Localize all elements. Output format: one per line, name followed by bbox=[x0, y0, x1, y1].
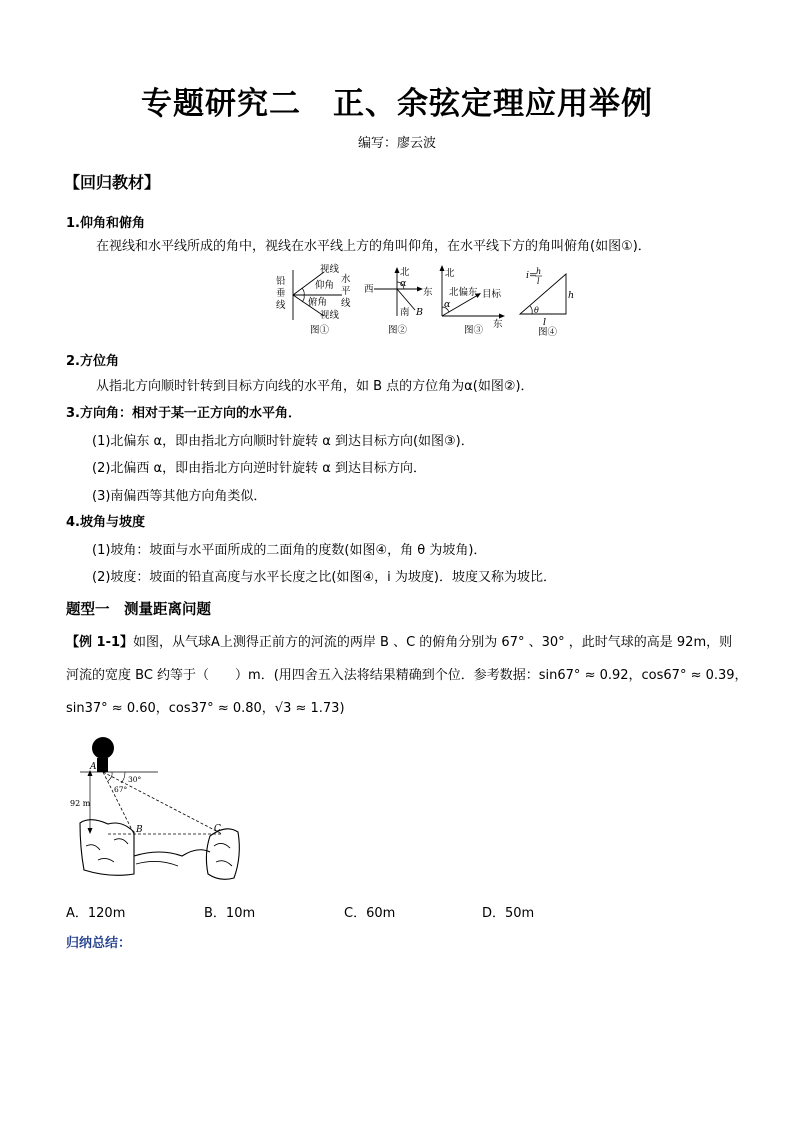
fig3-ne: 北偏东 bbox=[449, 287, 478, 298]
point-a-label: A bbox=[90, 762, 97, 772]
example-label: 【例 1-1】 bbox=[66, 635, 134, 650]
example-line-2: 河流的宽度 BC 约等于（ ）m．(用四舍五入法将结果精确到个位．参考数据：sin67° ≈ 0.92，cos67° ≈ 0.39， bbox=[66, 668, 748, 683]
figure-4 bbox=[520, 267, 574, 338]
section-title: 【回归教材】 bbox=[64, 173, 161, 192]
fig1-depression: 俯角 bbox=[308, 297, 328, 308]
paragraph-slope-2: (2)坡度：坡面的铅直高度与水平长度之比(如图④，i 为坡度)．坡度又称为坡比． bbox=[92, 570, 556, 585]
fig4-l: l bbox=[543, 317, 547, 328]
fig4-h-num: h bbox=[536, 267, 542, 276]
figure-2 bbox=[364, 266, 433, 336]
fig1-horizontal-2: 平 bbox=[341, 286, 351, 297]
paragraph-direction-3: (3)南偏西等其他方向角类似． bbox=[92, 489, 267, 504]
fig1-caption: 图① bbox=[310, 325, 330, 336]
option-d[interactable]: D．50m bbox=[482, 906, 535, 921]
paragraph-elevation: 在视线和水平线所成的角中，视线在水平线上方的角叫仰角，在水平线下方的角叫俯角(如图①)． bbox=[96, 239, 651, 254]
example-text-1: 如图，从气球A上测得正前方的河流的两岸 B 、C 的俯角分别为 67° 、30° ，此时气球的高是 92m，则 bbox=[133, 635, 733, 650]
fig2-alpha: α bbox=[400, 278, 407, 289]
example-line-1 bbox=[66, 631, 732, 650]
point-c-label: C bbox=[214, 824, 221, 834]
fig3-north: 北 bbox=[445, 268, 455, 279]
figure-1 bbox=[276, 263, 351, 336]
angle-67-label: 67° bbox=[114, 785, 128, 794]
balloon-river-figure bbox=[70, 728, 250, 888]
fig4-h: h bbox=[568, 290, 575, 301]
option-a[interactable]: A．120m bbox=[66, 906, 126, 921]
fig4-i-eq: i= bbox=[526, 270, 537, 281]
paragraph-direction-1: (1)北偏东 α，即由指北方向顺时针旋转 α 到达目标方向(如图③)． bbox=[92, 434, 474, 449]
fig1-sight-down: 视线 bbox=[320, 310, 340, 321]
fig1-sight-up: 视线 bbox=[320, 264, 340, 275]
option-c[interactable]: C．60m bbox=[344, 906, 396, 921]
paragraph-direction-2: (2)北偏西 α，即由指北方向逆时针旋转 α 到达目标方向． bbox=[92, 461, 426, 476]
fig2-east: 东 bbox=[423, 287, 433, 298]
fig4-l-den: l bbox=[537, 277, 540, 286]
heading-slope: 4.坡角与坡度 bbox=[66, 515, 145, 530]
fig3-alpha: α bbox=[444, 299, 451, 310]
fig2-caption: 图② bbox=[388, 325, 408, 336]
option-b[interactable]: B．10m bbox=[204, 906, 256, 921]
paragraph-slope-1: (1)坡角：坡面与水平面所成的二面角的度数(如图④，角 θ 为坡角)． bbox=[92, 543, 487, 558]
figure-3 bbox=[440, 265, 506, 336]
fig2-north: 北 bbox=[400, 267, 410, 278]
fig2-point-b: B bbox=[416, 307, 423, 318]
summary-label: 归纳总结： bbox=[66, 936, 132, 951]
author-line: 编写：廖云波 bbox=[357, 136, 436, 151]
fig2-west: 西 bbox=[364, 284, 374, 295]
fig1-vertical-label-2: 垂 bbox=[276, 288, 286, 299]
fig3-caption: 图③ bbox=[464, 325, 484, 336]
fig1-elevation: 仰角 bbox=[315, 280, 335, 291]
fig2-south: 南 bbox=[400, 307, 410, 318]
fig1-vertical-label-3: 线 bbox=[276, 300, 286, 311]
point-b-label: B bbox=[136, 825, 143, 835]
example-line-3: sin37° ≈ 0.60，cos37° ≈ 0.80，√3 ≈ 1.73) bbox=[66, 701, 345, 716]
heading-bearing: 2.方位角 bbox=[66, 354, 119, 369]
height-label: 92 m bbox=[70, 799, 91, 808]
fig1-vertical-label-1: 铅 bbox=[276, 276, 286, 287]
question-type-heading: 题型一 测量距离问题 bbox=[66, 602, 211, 618]
fig3-target: 目标 bbox=[482, 289, 502, 300]
fig3-east: 东 bbox=[493, 319, 503, 330]
heading-direction-angle: 3.方向角：相对于某一正方向的水平角． bbox=[66, 406, 301, 421]
heading-elevation-depression: 1.仰角和俯角 bbox=[66, 216, 145, 231]
fig1-horizontal-3: 线 bbox=[341, 298, 351, 309]
fig4-theta: θ bbox=[534, 306, 539, 315]
fig1-horizontal-1: 水 bbox=[341, 274, 351, 285]
paragraph-bearing: 从指北方向顺时针转到目标方向线的水平角，如 B 点的方位角为α(如图②)． bbox=[96, 379, 534, 394]
page-title: 专题研究二 正、余弦定理应用举例 bbox=[141, 86, 653, 122]
fig4-caption: 图④ bbox=[538, 327, 558, 338]
angle-30-label: 30° bbox=[128, 775, 142, 784]
concept-figures bbox=[270, 262, 590, 338]
